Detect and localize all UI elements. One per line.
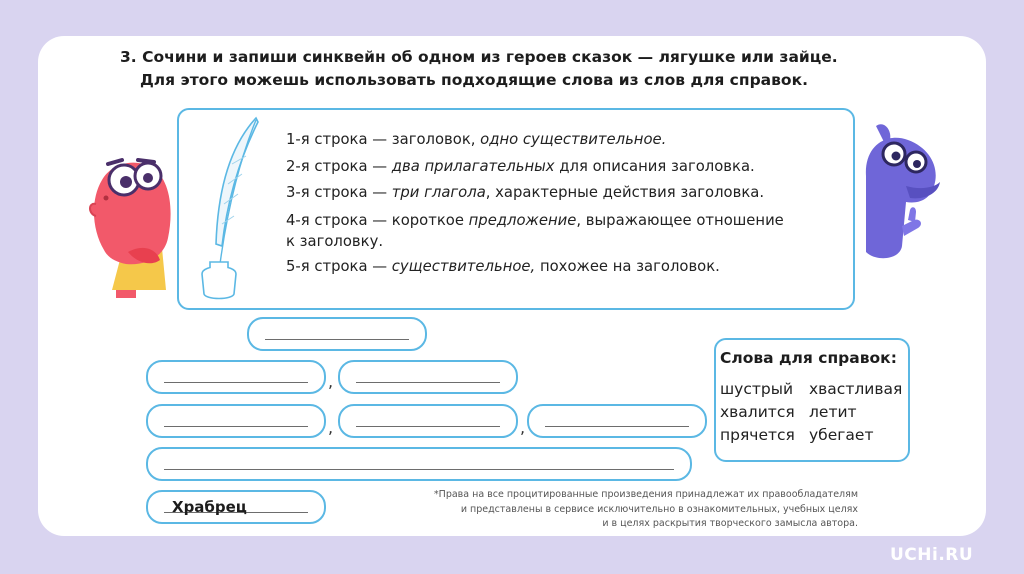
answer-line-5-text: Храбрец	[172, 498, 247, 516]
reference-word: хвастливая	[809, 380, 903, 398]
answer-line-2-adjective-1[interactable]	[146, 360, 326, 394]
comma-separator: ,	[520, 418, 526, 437]
reference-word: прячется	[720, 426, 795, 444]
answer-line-3-verb-3[interactable]	[527, 404, 707, 438]
task-title-line-2: Для этого можешь использовать подходящие слова из слов для справок.	[140, 71, 808, 89]
reference-word: летит	[809, 403, 857, 421]
pink-dino-mascot	[82, 140, 182, 300]
answer-line-3-verb-1[interactable]	[146, 404, 326, 438]
reference-word: шустрый	[720, 380, 794, 398]
feather-quill-icon	[192, 114, 272, 304]
reference-word: хвалится	[720, 403, 795, 421]
answer-line-1-noun[interactable]	[247, 317, 427, 351]
rules-list	[286, 127, 846, 280]
answer-line-4-sentence[interactable]	[146, 447, 692, 481]
rule-line-4: 4-я строка — короткое предложение, выражающее отношение к заголовку.	[286, 211, 784, 250]
reference-words-title: Слова для справок:	[720, 349, 897, 367]
rule-line-3: 3-я строка — три глагола, характерные действия заголовка.	[286, 184, 765, 201]
rule-line-2: 2-я строка — два прилагательных для описания заголовка.	[286, 157, 755, 175]
answer-line-3-verb-2[interactable]	[338, 404, 518, 438]
task-title	[120, 46, 920, 92]
task-title-line-1: 3. Сочини и запиши синквейн об одном из героев сказок — лягушке или зайце.	[120, 48, 838, 66]
uchi-ru-logo: UCHi.RU	[890, 545, 974, 565]
purple-dino-mascot	[846, 116, 946, 266]
comma-separator: ,	[328, 418, 334, 437]
copyright-footnote: *Права на все процитированные произведения принадлежат их правообладателям и представлены в сервисе исключительно в ознакомительных, учебных целях и в целях раскрытия творческого замысла автора.	[433, 489, 858, 529]
inkwell-icon	[202, 262, 236, 299]
answer-line-2-adjective-2[interactable]	[338, 360, 518, 394]
reference-word: убегает	[809, 426, 874, 444]
comma-separator: ,	[328, 372, 334, 391]
rule-line-5: 5-я строка — существительное, похожее на заголовок.	[286, 257, 720, 275]
rule-line-1: 1-я строка — заголовок, одно существительное.	[286, 131, 667, 148]
